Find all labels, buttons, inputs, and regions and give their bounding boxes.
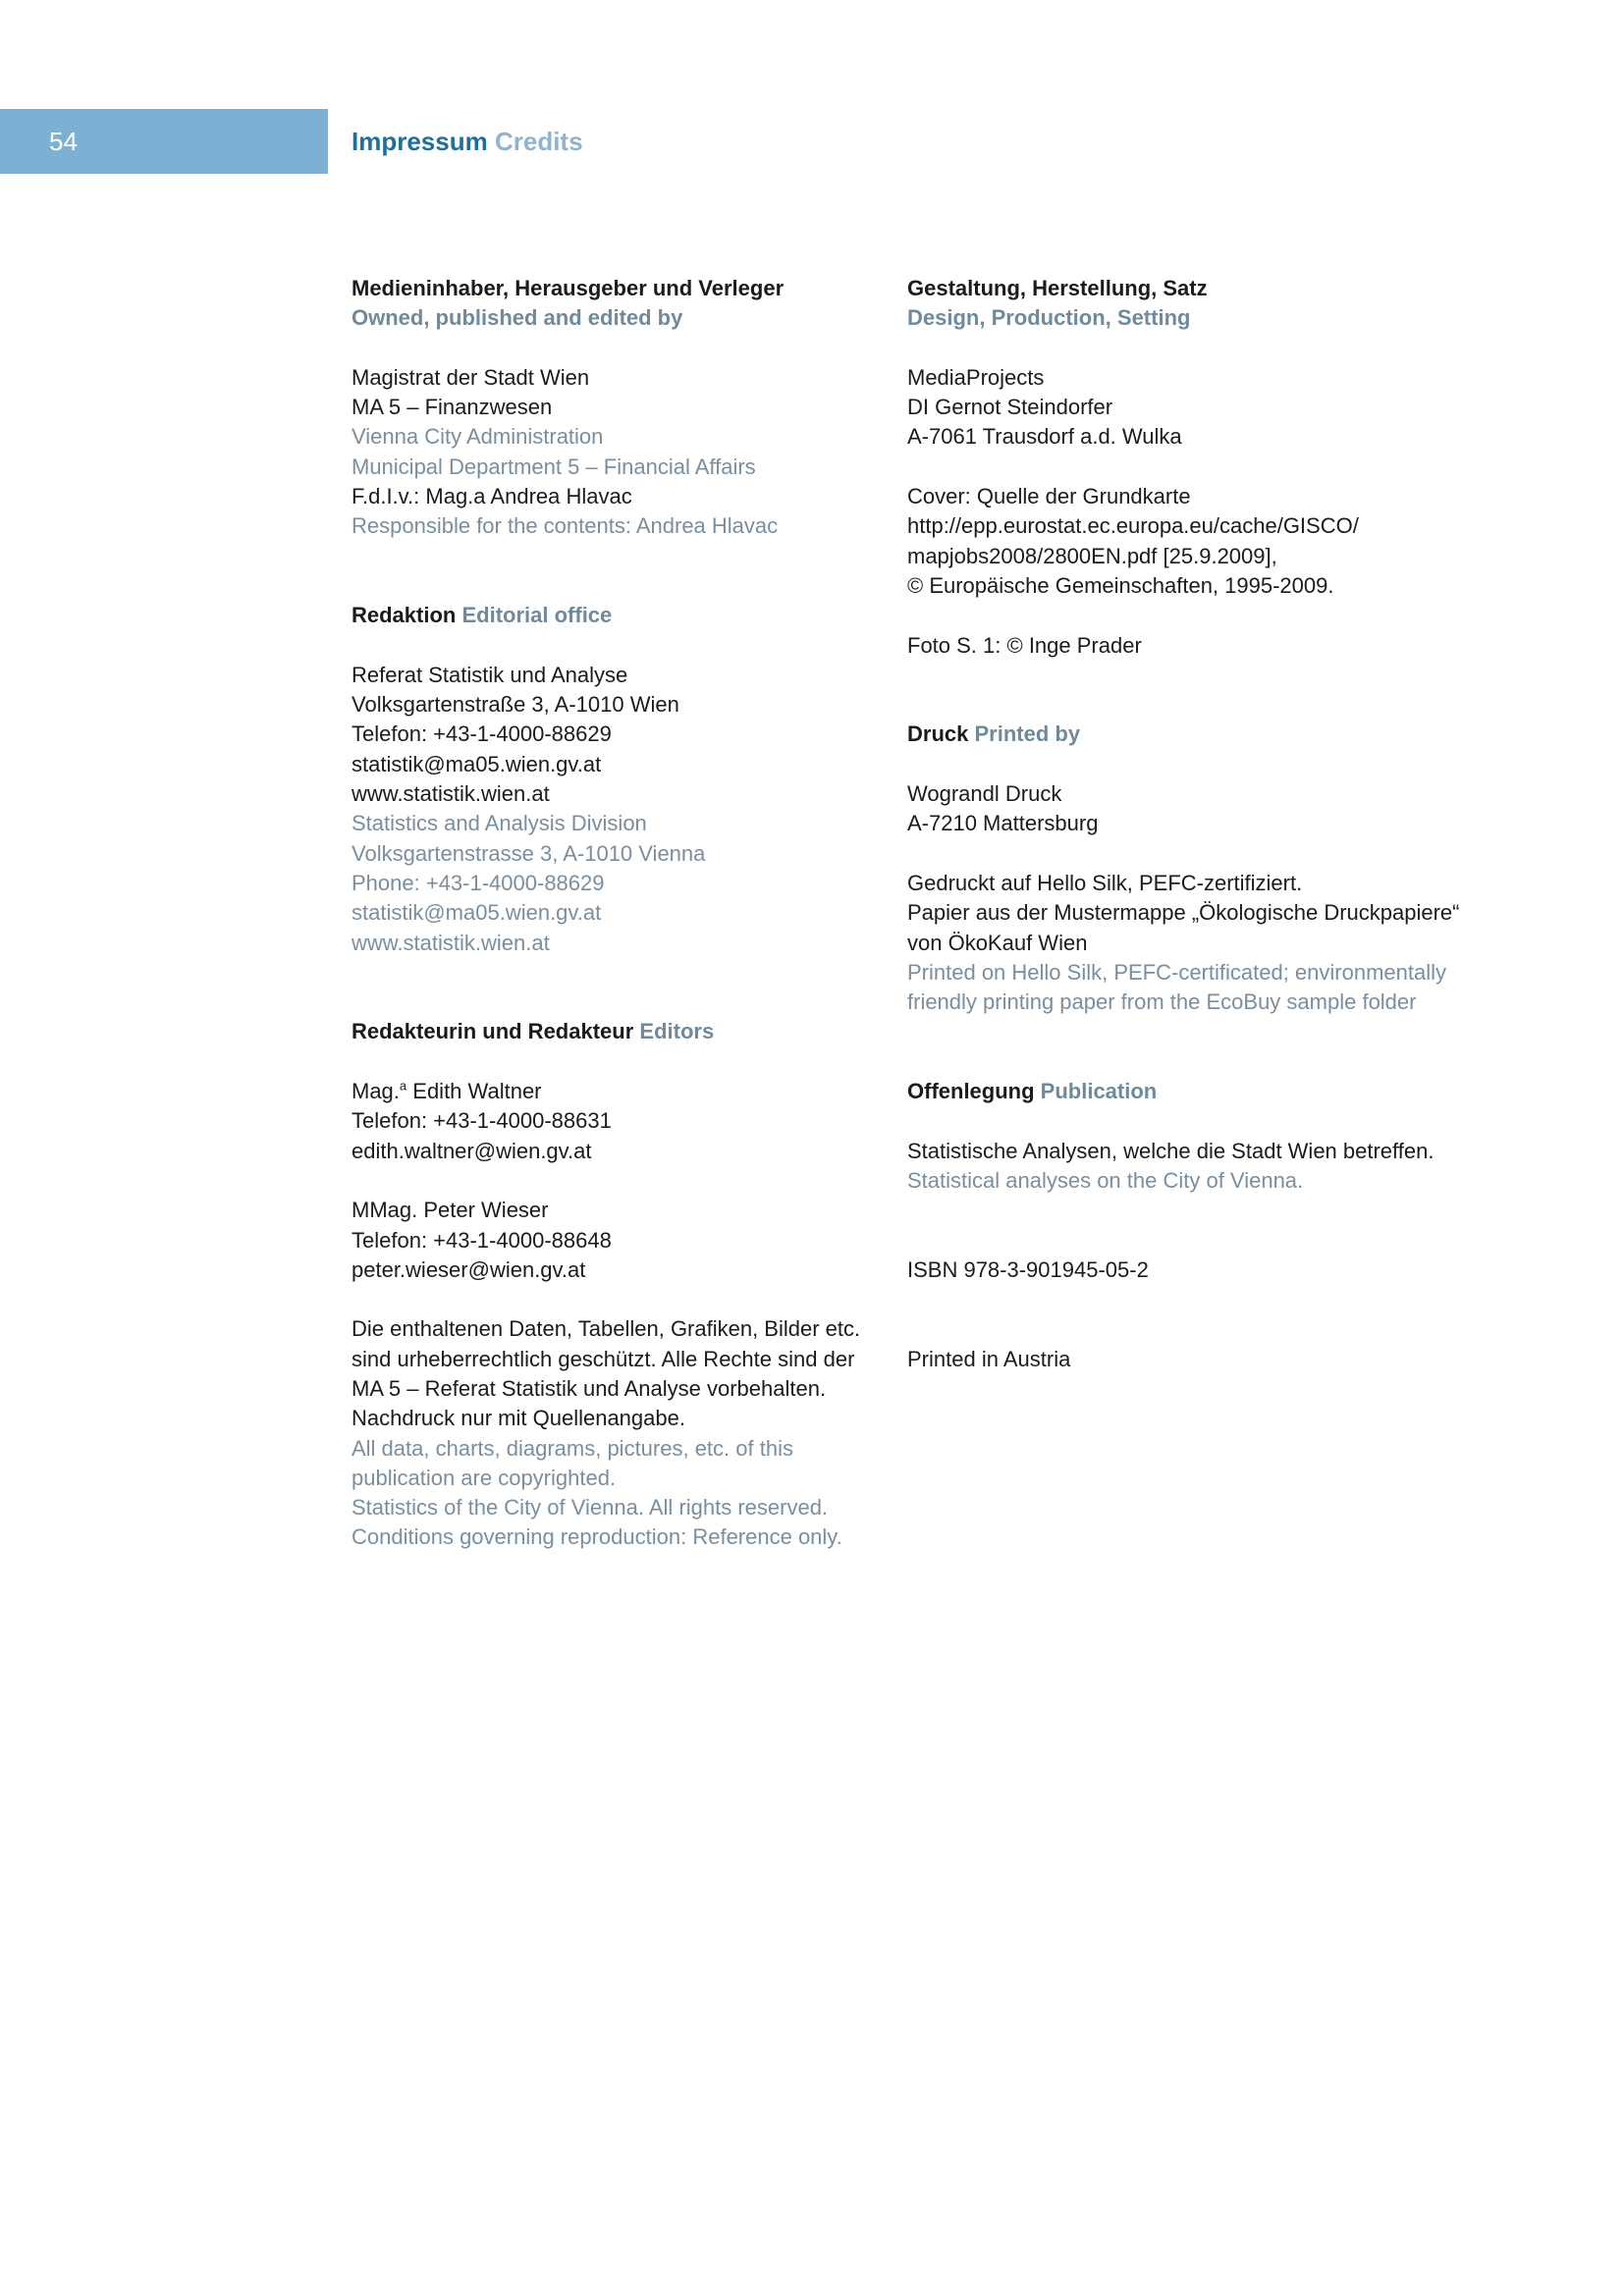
editorial-heading-en: Editorial office xyxy=(461,603,613,628)
cover-credit-line: http://epp.eurostat.ec.europa.eu/cache/GISCO/ xyxy=(907,513,1359,539)
left-column xyxy=(352,274,861,1553)
page-title-en: Credits xyxy=(494,127,583,156)
owner-line: MA 5 – Finanzwesen xyxy=(352,395,553,420)
copyright-line-en: Conditions governing reproduction: Reference only. xyxy=(352,1524,842,1550)
design-line: DI Gernot Steindorfer xyxy=(907,395,1113,420)
page-title xyxy=(352,127,583,156)
owner-heading-en: Owned, published and edited by xyxy=(352,305,683,331)
editorial-heading-de: Redaktion xyxy=(352,603,457,628)
copyright-line-en: Statistics of the City of Vienna. All rights reserved. xyxy=(352,1495,829,1521)
owner-line-en: Responsible for the contents: Andrea Hlavac xyxy=(352,513,779,539)
page-number: 54 xyxy=(49,127,78,156)
cover-credit-line: mapjobs2008/2800EN.pdf [25.9.2009], xyxy=(907,543,1277,568)
design-heading-de: Gestaltung, Herstellung, Satz xyxy=(907,276,1208,300)
paper-line-en: friendly printing paper from the EcoBuy sample folder xyxy=(907,989,1417,1015)
owner-section xyxy=(352,274,842,542)
editor1-email: edith.waltner@wien.gv.at xyxy=(352,1138,592,1163)
editorial-email: statistik@ma05.wien.gv.at xyxy=(352,751,602,776)
printing-heading-en: Printed by xyxy=(974,721,1081,747)
publication-heading xyxy=(907,1077,1428,1106)
printing-section xyxy=(907,720,1460,1017)
paper-line-de: von ÖkoKauf Wien xyxy=(907,930,1088,955)
right-column xyxy=(907,274,1460,1374)
editorial-line: Referat Statistik und Analyse xyxy=(352,662,628,687)
editors-heading-de: Redakteurin und Redakteur xyxy=(352,1019,634,1044)
copyright-line-de: Nachdruck nur mit Quellenangabe. xyxy=(352,1406,685,1431)
editorial-phone-en: Phone: +43-1-4000-88629 xyxy=(352,870,605,895)
editorial-line-en: Statistics and Analysis Division xyxy=(352,811,647,836)
cover-credit-line: © Europäische Gemeinschaften, 1995-2009. xyxy=(907,572,1334,598)
owner-line: Magistrat der Stadt Wien xyxy=(352,364,590,390)
editorial-website: www.statistik.wien.at xyxy=(352,781,550,807)
editorial-phone: Telefon: +43-1-4000-88629 xyxy=(352,721,612,747)
editorial-section xyxy=(352,601,842,958)
copyright-line-de: MA 5 – Referat Statistik und Analyse vorbehalten. xyxy=(352,1375,827,1401)
design-line: A-7061 Trausdorf a.d. Wulka xyxy=(907,424,1182,450)
editorial-address: Volksgartenstraße 3, A-1010 Wien xyxy=(352,692,679,718)
editorial-address-en: Volksgartenstrasse 3, A-1010 Vienna xyxy=(352,840,706,866)
editor2-name: MMag. Peter Wieser xyxy=(352,1198,549,1223)
editor2-email: peter.wieser@wien.gv.at xyxy=(352,1256,586,1282)
publication-text-de: Statistische Analysen, welche die Stadt Wien betreffen. xyxy=(907,1138,1435,1163)
copyright-line-de: sind urheberrechtlich geschützt. Alle Rechte sind der xyxy=(352,1346,855,1371)
editors-section xyxy=(352,1017,861,1552)
editor1-name: Mag.$^a$ Edith Waltner xyxy=(352,1078,542,1104)
owner-line-en: Vienna City Administration xyxy=(352,424,604,450)
copyright-line-en: All data, charts, diagrams, pictures, etc. of this xyxy=(352,1435,793,1461)
printer-line: Wograndl Druck xyxy=(907,781,1062,807)
editorial-email-en: statistik@ma05.wien.gv.at xyxy=(352,900,602,926)
editors-heading-en: Editors xyxy=(639,1019,715,1044)
printer-line: A-7210 Mattersburg xyxy=(907,811,1099,836)
publication-section xyxy=(907,1077,1435,1374)
photo-credit: Foto S. 1: © Inge Prader xyxy=(907,632,1142,658)
editorial-website-en: www.statistik.wien.at xyxy=(352,930,550,955)
design-line: MediaProjects xyxy=(907,364,1045,390)
owner-heading-de: Medieninhaber, Herausgeber und Verleger xyxy=(352,276,785,300)
publication-heading-en: Publication xyxy=(1040,1079,1158,1104)
publication-text-en: Statistical analyses on the City of Vienna. xyxy=(907,1167,1304,1193)
editors-heading xyxy=(352,1017,842,1046)
paper-line-de: Papier aus der Mustermappe „Ökologische Druckpapiere“ xyxy=(907,900,1460,926)
publication-heading-de: Offenlegung xyxy=(907,1079,1035,1104)
owner-line-en: Municipal Department 5 – Financial Affairs xyxy=(352,454,756,479)
printing-heading-de: Druck xyxy=(907,721,969,747)
copyright-line-de: Die enthaltenen Daten, Tabellen, Grafiken, Bilder etc. xyxy=(352,1316,861,1342)
editor2-phone: Telefon: +43-1-4000-88648 xyxy=(352,1227,612,1253)
paper-line-de: Gedruckt auf Hello Silk, PEFC-zertifiziert. xyxy=(907,870,1303,895)
copyright-line-en: publication are copyrighted. xyxy=(352,1465,617,1490)
editorial-heading xyxy=(352,601,842,630)
isbn: ISBN 978-3-901945-05-2 xyxy=(907,1256,1149,1282)
printed-in: Printed in Austria xyxy=(907,1346,1071,1371)
paper-line-en: Printed on Hello Silk, PEFC-certificated; environmentally xyxy=(907,959,1447,985)
printing-heading xyxy=(907,720,1428,749)
owner-line: F.d.I.v.: Mag.a Andrea Hlavac xyxy=(352,484,632,509)
design-section xyxy=(907,274,1428,661)
design-heading-en: Design, Production, Setting xyxy=(907,305,1191,331)
cover-credit-line: Cover: Quelle der Grundkarte xyxy=(907,484,1191,509)
page-title-de: Impressum xyxy=(352,127,488,156)
editor1-phone: Telefon: +43-1-4000-88631 xyxy=(352,1108,612,1134)
